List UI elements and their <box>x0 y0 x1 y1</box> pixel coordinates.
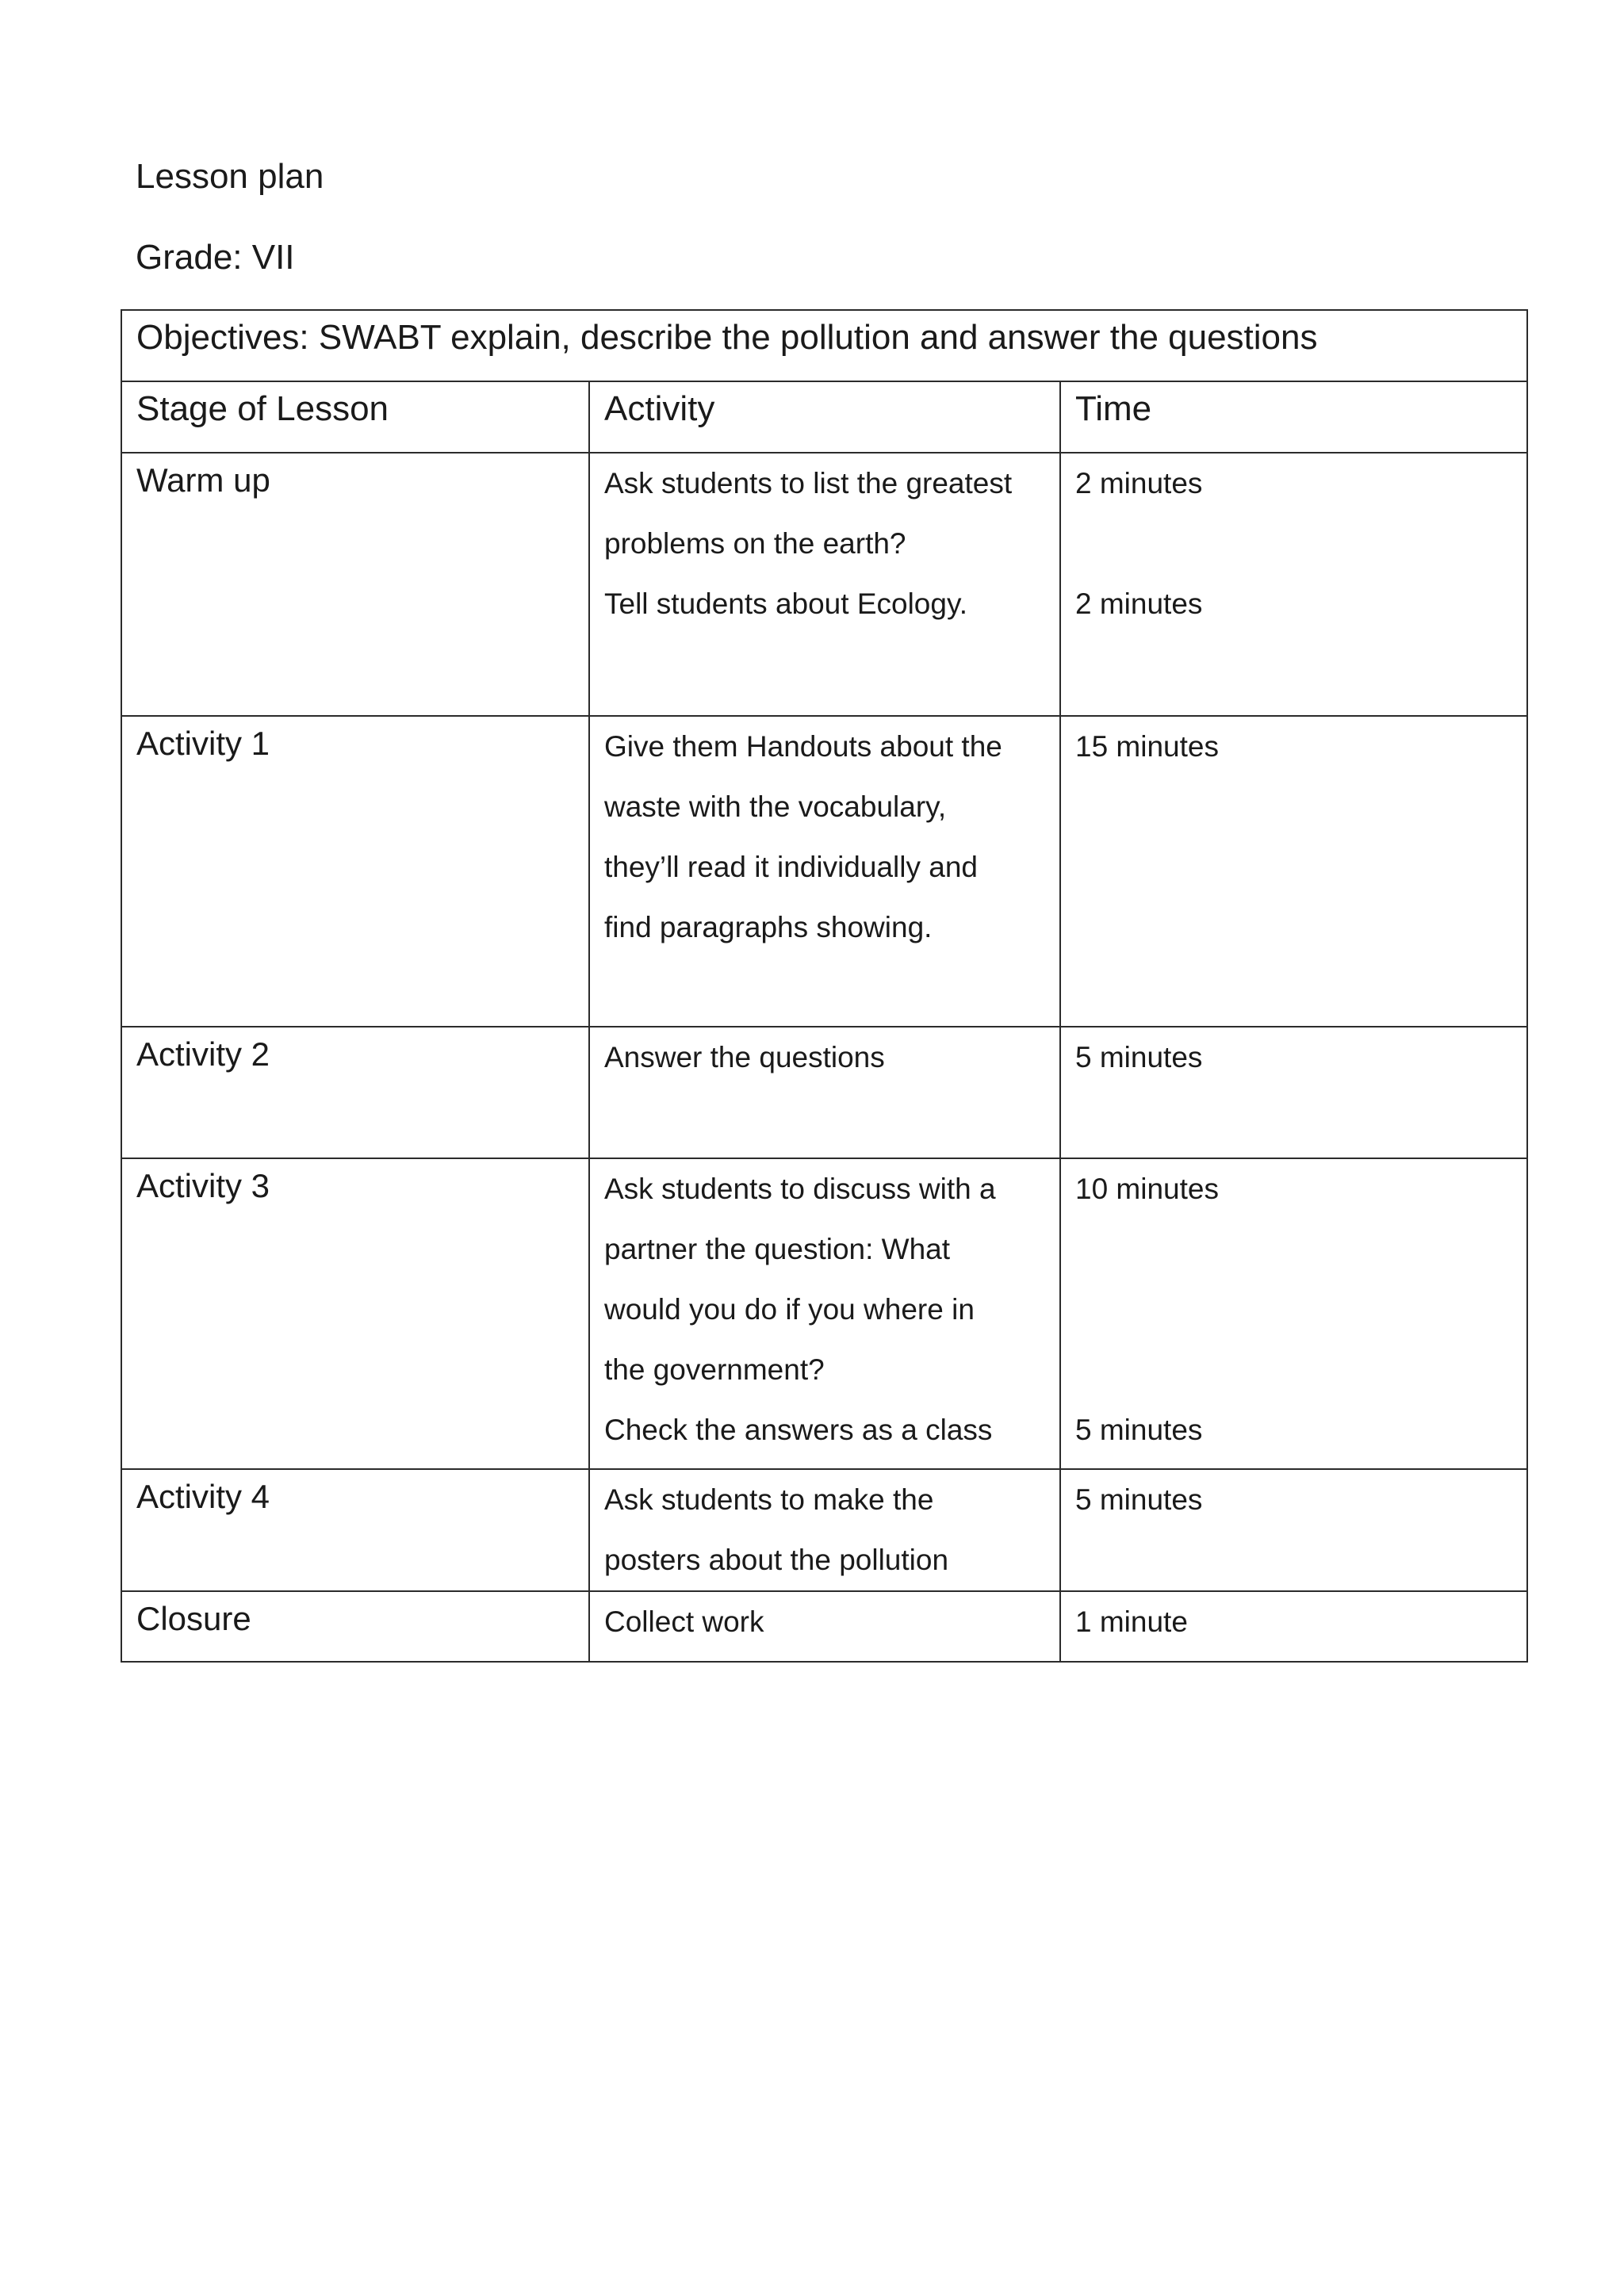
activity-line: Give them Handouts about the <box>604 730 1002 763</box>
activity-line: waste with the vocabulary, <box>604 790 947 823</box>
time-line: 5 minutes <box>1075 1041 1203 1073</box>
activity-line: Check the answers as a class <box>604 1414 993 1446</box>
stage-cell: Activity 1 <box>121 716 589 1027</box>
activity-line: Collect work <box>604 1605 764 1638</box>
activity-line: they’ll read it individually and <box>604 851 978 883</box>
time-line: 1 minute <box>1075 1605 1188 1638</box>
activity-cell <box>589 716 1060 1027</box>
time-cell <box>1060 1469 1527 1591</box>
time-cell <box>1060 1591 1527 1662</box>
time-line: 2 minutes <box>1075 587 1203 620</box>
activity-line: the government? <box>604 1353 825 1386</box>
table-row <box>121 1027 1527 1158</box>
activity-cell <box>589 1469 1060 1591</box>
lesson-plan-table <box>121 309 1528 1663</box>
table-row <box>121 453 1527 716</box>
objectives-row <box>121 310 1527 381</box>
activity-line: posters about the pollution <box>604 1544 949 1576</box>
activity-line: Ask students to list the greatest <box>604 467 1013 499</box>
table-row <box>121 1591 1527 1662</box>
activity-line: problems on the earth? <box>604 527 906 560</box>
activity-line: find paragraphs showing. <box>604 911 933 943</box>
time-line: 5 minutes <box>1075 1414 1203 1446</box>
activity-cell <box>589 1158 1060 1469</box>
stage-cell: Activity 2 <box>121 1027 589 1158</box>
activity-line: Ask students to discuss with a <box>604 1173 996 1205</box>
time-line: 2 minutes <box>1075 467 1203 499</box>
activity-cell <box>589 1591 1060 1662</box>
stage-cell: Closure <box>121 1591 589 1662</box>
activity-line: Tell students about Ecology. <box>604 587 967 620</box>
activity-line: would you do if you where in <box>604 1293 975 1326</box>
table-row <box>121 716 1527 1027</box>
column-header-stage: Stage of Lesson <box>121 381 589 453</box>
stage-cell: Activity 3 <box>121 1158 589 1469</box>
header-row <box>121 381 1527 453</box>
objectives-cell: Objectives: SWABT explain, describe the pollution and answer the questions <box>121 310 1527 381</box>
activity-cell <box>589 1027 1060 1158</box>
time-line: 5 minutes <box>1075 1483 1203 1516</box>
table-row <box>121 1469 1527 1591</box>
activity-line: Ask students to make the <box>604 1483 934 1516</box>
stage-cell: Activity 4 <box>121 1469 589 1591</box>
time-line: 15 minutes <box>1075 730 1219 763</box>
activity-cell <box>589 453 1060 716</box>
activity-line: Answer the questions <box>604 1041 885 1073</box>
time-cell <box>1060 716 1527 1027</box>
time-cell <box>1060 453 1527 716</box>
activity-line: partner the question: What <box>604 1233 951 1265</box>
stage-cell: Warm up <box>121 453 589 716</box>
time-line: 10 minutes <box>1075 1173 1219 1205</box>
column-header-activity: Activity <box>589 381 1060 453</box>
document-title: Lesson plan <box>136 157 324 196</box>
time-cell <box>1060 1027 1527 1158</box>
column-header-time: Time <box>1060 381 1527 453</box>
table-row <box>121 1158 1527 1469</box>
time-cell <box>1060 1158 1527 1469</box>
grade-label: Grade: VII <box>136 238 295 277</box>
